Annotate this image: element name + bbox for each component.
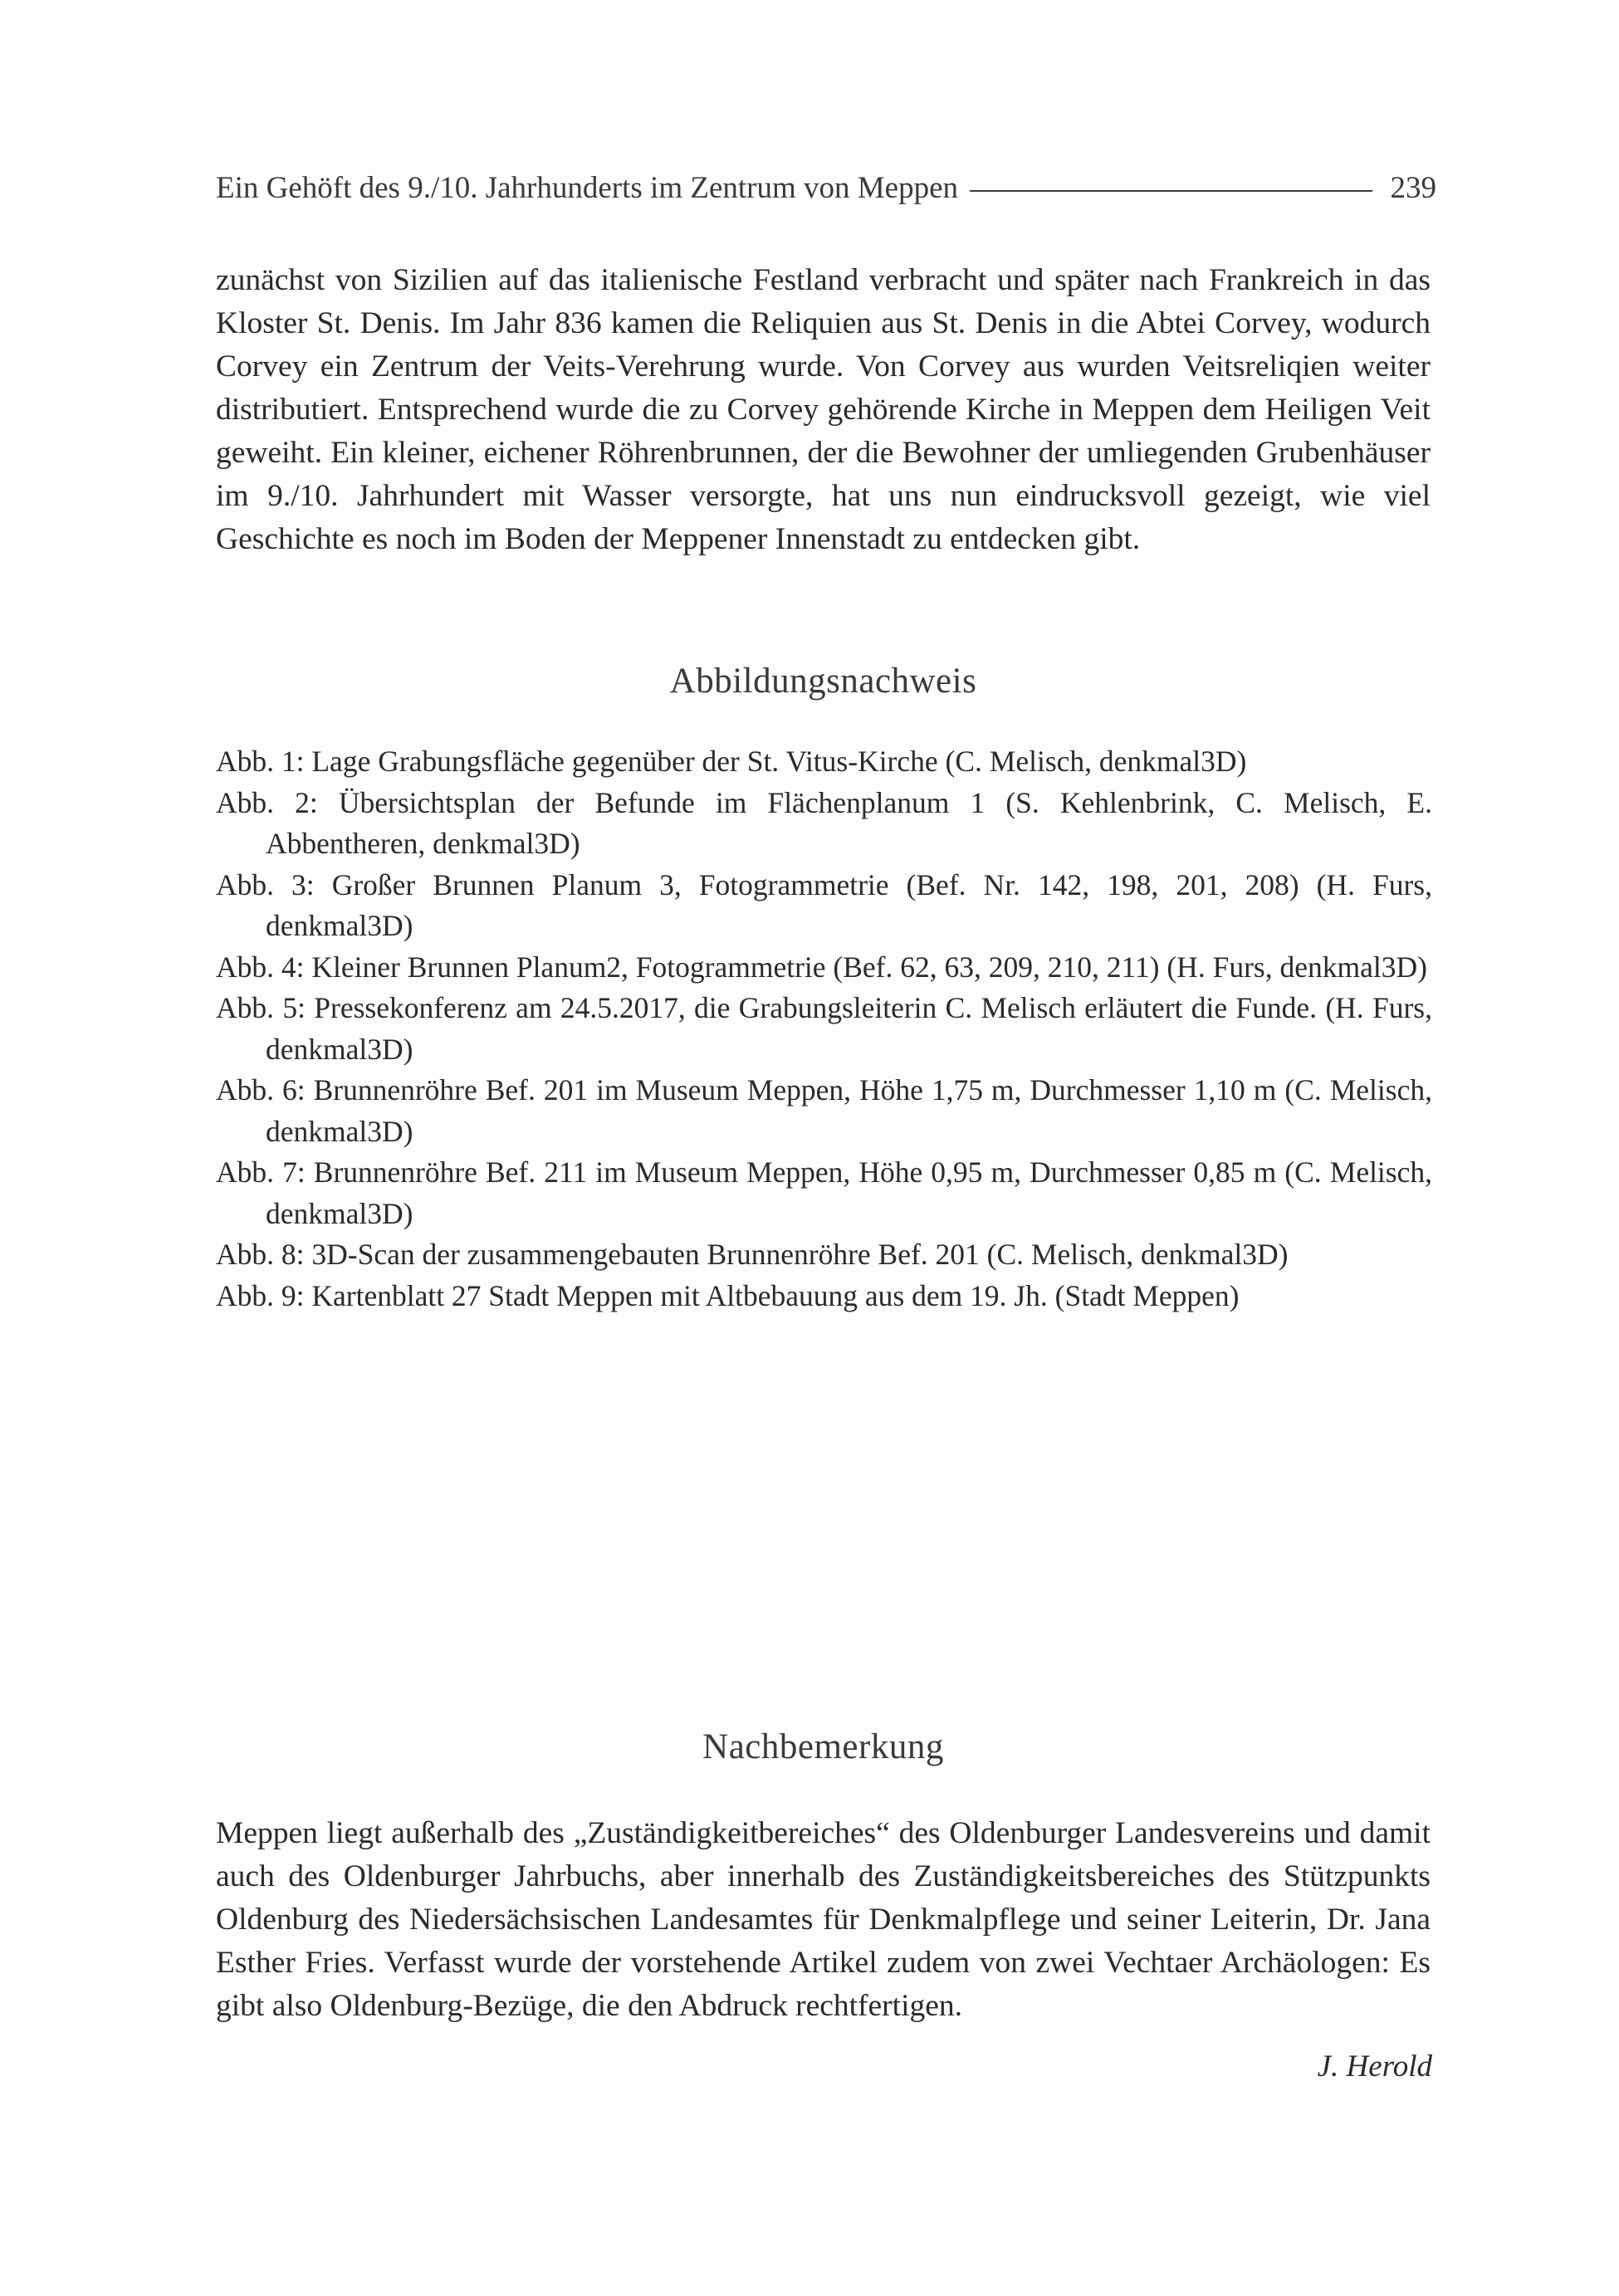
page-number: 239 (1390, 170, 1436, 205)
author-signature: J. Herold (1317, 2049, 1432, 2083)
figure-credit-item: Abb. 9: Kartenblatt 27 Stadt Meppen mit Altbebauung aus dem 19. Jh. (Stadt Meppen) (216, 1278, 1240, 1312)
figure-credit-item: Abb. 8: 3D-Scan der zusammengebauten Brunnenröhre Bef. 201 (C. Melisch, denkmal3D) (216, 1238, 1289, 1271)
figure-credit-item: Abb. 2: Übersichtsplan der Befunde im Flächenplanum 1 (S. Kehlenbrink, C. Melisch, E. Abbentheren, denkmal3D) (216, 785, 1432, 860)
running-head-title: Ein Gehöft des 9./10. Jahrhunderts im Zentrum von Meppen (216, 170, 958, 205)
section-heading-abbildungsnachweis: Abbildungsnachweis (669, 662, 977, 701)
figure-credit-list (216, 741, 1432, 1317)
figure-credit-item: Abb. 6: Brunnenröhre Bef. 201 im Museum Meppen, Höhe 1,75 m, Durchmesser 1,10 m (C. Melisch, denkmal3D) (216, 1073, 1432, 1148)
section-heading-nachbemerkung: Nachbemerkung (702, 1727, 944, 1766)
figure-credit-item: Abb. 1: Lage Grabungsfläche gegenüber der St. Vitus-Kirche (C. Melisch, denkmal3D) (216, 745, 1247, 778)
intro-paragraph: zunächst von Sizilien auf das italienische Festland verbracht und später nach Frankreich in das Kloster St. Denis. Im Jahr 836 kamen die Reliquien aus St. Denis in die Abtei Corvey, wodurch Corvey ein Zentrum der Veits-Verehrung wurde. Von Corvey aus wurden Veitsreliqien weiter distributiert. Entsprechend wurde die zu Corvey gehörende Kirche in Meppen dem Heiligen Veit geweiht. Ein kleiner, eichener Röhrenbrunnen, der die Bewohner der umliegenden Grubenhäuser im 9./10. Jahrhundert mit Wasser versorgte, hat uns nun eindrucksvoll gezeigt, wie viel Geschichte es noch im Boden der Meppener Innenstadt zu entdecken gibt. (216, 263, 1431, 556)
running-head (216, 163, 1436, 213)
running-head-rule (970, 190, 1372, 192)
figure-credit-item: Abb. 4: Kleiner Brunnen Planum2, Fotogrammetrie (Bef. 62, 63, 209, 210, 211) (H. Furs, denkmal3D) (216, 950, 1427, 984)
figure-credit-item: Abb. 5: Pressekonferenz am 24.5.2017, die Grabungsleiterin C. Melisch erläutert die Funde. (H. Furs, denkmal3D) (216, 991, 1432, 1066)
figure-credit-item: Abb. 7: Brunnenröhre Bef. 211 im Museum Meppen, Höhe 0,95 m, Durchmesser 0,85 m (C. Melisch, denkmal3D) (216, 1155, 1432, 1230)
figure-credit-item: Abb. 3: Großer Brunnen Planum 3, Fotogrammetrie (Bef. Nr. 142, 198, 201, 208) (H. Furs, denkmal3D) (216, 867, 1432, 942)
nachbemerkung-paragraph: Meppen liegt außerhalb des „Zuständigkeitbereiches“ des Oldenburger Landesvereins und damit auch des Oldenburger Jahrbuchs, aber innerhalb des Zuständigkeitsbereiches des Stützpunkts Oldenburg des Niedersächsischen Landesamtes für Denkmalpflege und seiner Leiterin, Dr. Jana Esther Fries. Verfasst wurde der vorstehende Artikel zudem von zwei Vechtaer Archäologen: Es gibt also Oldenburg-Bezüge, die den Abdruck rechtfertigen. (216, 1816, 1431, 2023)
